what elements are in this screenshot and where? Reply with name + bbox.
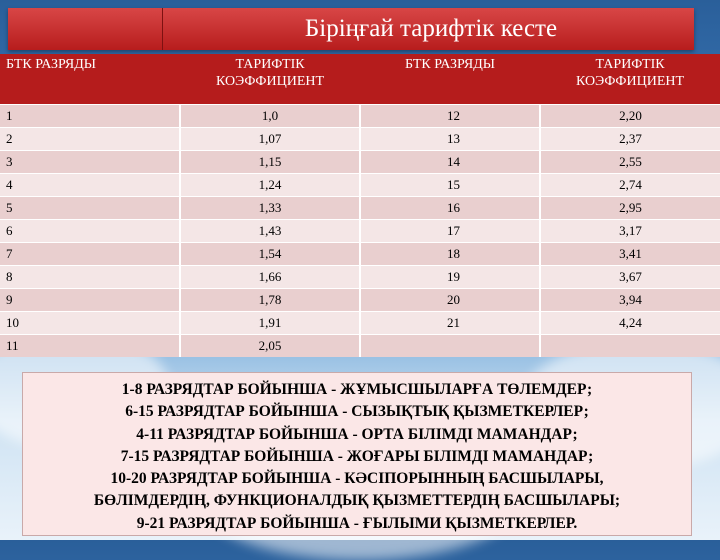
coefficient-cell: 2,37 [540, 128, 720, 151]
notes-box [22, 372, 692, 536]
coefficient-cell: 2,95 [540, 197, 720, 220]
table-row [0, 197, 720, 220]
coefficient-cell: 3,94 [540, 289, 720, 312]
note-line: 9-21 РАЗРЯДТАР БОЙЫНША - ҒЫЛЫМИ ҚЫЗМЕТКЕРЛЕР. [136, 514, 578, 532]
note-line: 7-15 РАЗРЯДТАР БОЙЫНША - ЖОҒАРЫ БІЛІМДІ МАМАНДАР; [120, 447, 594, 465]
rank-cell: 16 [360, 197, 540, 220]
rank-cell: 8 [0, 266, 180, 289]
table-body [0, 105, 720, 358]
coefficient-cell: 1,54 [180, 243, 360, 266]
rank-cell: 1 [0, 105, 180, 128]
rank-cell: 13 [360, 128, 540, 151]
rank-cell: 9 [0, 289, 180, 312]
rank-cell: 19 [360, 266, 540, 289]
rank-cell: 11 [0, 335, 180, 358]
coefficient-cell: 2,20 [540, 105, 720, 128]
rank-cell: 21 [360, 312, 540, 335]
rank-cell: 17 [360, 220, 540, 243]
coefficient-cell: 1,33 [180, 197, 360, 220]
table-row [0, 151, 720, 174]
tariff-table [0, 54, 720, 357]
table-row [0, 266, 720, 289]
coefficient-cell: 1,24 [180, 174, 360, 197]
coefficient-cell: 1,66 [180, 266, 360, 289]
table-row [0, 312, 720, 335]
note-line: 6-15 РАЗРЯДТАР БОЙЫНША - СЫЗЫҚТЫҚ ҚЫЗМЕТКЕРЛЕР; [125, 403, 589, 421]
table-row [0, 105, 720, 128]
coefficient-cell: 2,55 [540, 151, 720, 174]
rank-cell: 5 [0, 197, 180, 220]
title-bar [8, 8, 694, 50]
rank-cell: 18 [360, 243, 540, 266]
header-tariff-coef-2: ТАРИФТІК КОЭФФИЦИЕНТ [540, 54, 720, 105]
table-row [0, 335, 720, 358]
rank-cell: 12 [360, 105, 540, 128]
coefficient-cell: 1,78 [180, 289, 360, 312]
rank-cell: 3 [0, 151, 180, 174]
header-tariff-coef: ТАРИФТІК КОЭФФИЦИЕНТ [180, 54, 360, 105]
note-line: БӨЛІМДЕРДІҢ, ФУНКЦИОНАЛДЫҚ ҚЫЗМЕТТЕРДІҢ БАСШЫЛАРЫ; [93, 492, 621, 510]
coefficient-cell [540, 335, 720, 358]
table-row [0, 243, 720, 266]
coefficient-cell: 4,24 [540, 312, 720, 335]
rank-cell: 4 [0, 174, 180, 197]
rank-cell [360, 335, 540, 358]
table-row [0, 174, 720, 197]
rank-cell: 6 [0, 220, 180, 243]
coefficient-cell: 1,07 [180, 128, 360, 151]
coefficient-cell: 3,41 [540, 243, 720, 266]
table-row [0, 289, 720, 312]
note-line: 10-20 РАЗРЯДТАР БОЙЫНША - КӘСІПОРЫННЫҢ БАСШЫЛАРЫ, [110, 470, 604, 488]
coefficient-cell: 2,74 [540, 174, 720, 197]
title-separator [162, 8, 163, 50]
table-row [0, 128, 720, 151]
coefficient-cell: 1,15 [180, 151, 360, 174]
header-btk-rank: БТК РАЗРЯДЫ [0, 54, 180, 105]
note-line: 4-11 РАЗРЯДТАР БОЙЫНША - ОРТА БІЛІМДІ МАМАНДАР; [136, 425, 578, 443]
rank-cell: 7 [0, 243, 180, 266]
header-btk-rank-2: БТК РАЗРЯДЫ [360, 54, 540, 105]
table-header-row [0, 54, 720, 105]
rank-cell: 14 [360, 151, 540, 174]
page-title: Біріңғай тарифтік кесте [304, 15, 558, 42]
coefficient-cell: 1,43 [180, 220, 360, 243]
table-row [0, 220, 720, 243]
coefficient-cell: 3,67 [540, 266, 720, 289]
coefficient-cell: 1,91 [180, 312, 360, 335]
coefficient-cell: 2,05 [180, 335, 360, 358]
coefficient-cell: 1,0 [180, 105, 360, 128]
note-line: 1-8 РАЗРЯДТАР БОЙЫНША - ЖҰМЫСШЫЛАРҒА ТӨЛЕМДЕР; [121, 381, 593, 398]
rank-cell: 20 [360, 289, 540, 312]
coefficient-cell: 3,17 [540, 220, 720, 243]
rank-cell: 15 [360, 174, 540, 197]
rank-cell: 2 [0, 128, 180, 151]
rank-cell: 10 [0, 312, 180, 335]
